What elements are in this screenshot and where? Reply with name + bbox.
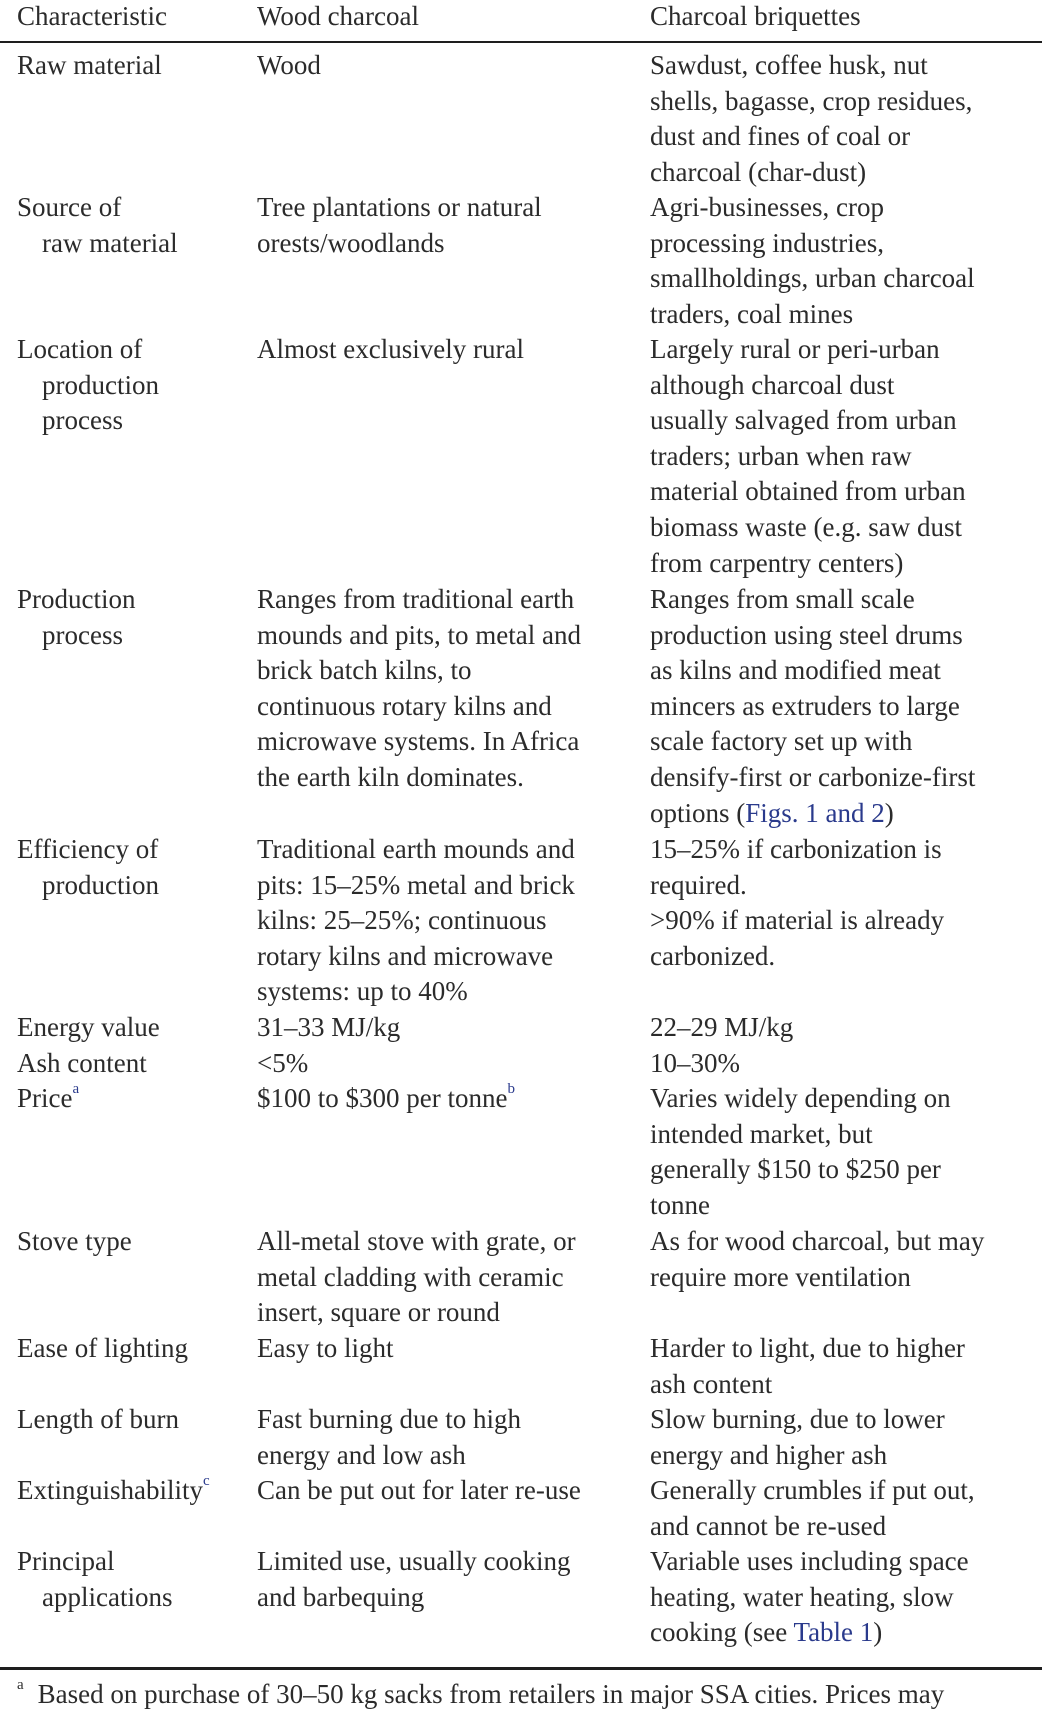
wood-charcoal-cell xyxy=(257,1010,642,1046)
characteristic-label: Price xyxy=(17,1083,73,1113)
cell-line: Can be put out for later re-use xyxy=(257,1475,581,1505)
cell-text: ) xyxy=(873,1617,883,1648)
cross-reference-link[interactable]: Table 1 xyxy=(793,1617,874,1648)
cell-line: usually salvaged from urban xyxy=(650,405,957,436)
cell-line: generally $150 to $250 per xyxy=(650,1154,941,1185)
cell-line: continuous rotary kilns and xyxy=(257,690,552,721)
header-charcoal-briquettes: Charcoal briquettes xyxy=(650,1,861,31)
cell-line: Fast burning due to high xyxy=(257,1404,521,1434)
cell-line: processing industries, xyxy=(650,227,884,258)
cell-line: mounds and pits, to metal and xyxy=(257,619,581,650)
cell-line: energy and low ash xyxy=(257,1439,466,1470)
cell-line xyxy=(257,1081,642,1117)
charcoal-briquettes-cell xyxy=(650,332,1042,581)
cell-line: Ash content xyxy=(17,1048,147,1078)
cell-line: Harder to light, due to higher xyxy=(650,1333,965,1363)
footnote-ref-c[interactable]: c xyxy=(203,1473,210,1489)
cell-line xyxy=(17,1473,247,1509)
charcoal-briquettes-cell xyxy=(650,1402,1042,1473)
header-characteristic: Characteristic xyxy=(17,1,167,31)
cell-text: options ( xyxy=(650,797,746,828)
cell-line: orests/woodlands xyxy=(257,227,445,258)
cell-line: applications xyxy=(42,1581,173,1612)
wood-charcoal-cell xyxy=(257,332,642,368)
characteristic-cell xyxy=(17,1473,247,1509)
cell-line: 31–33 MJ/kg xyxy=(257,1012,401,1042)
cell-line: Wood xyxy=(257,50,321,80)
cell-line xyxy=(650,1615,1042,1651)
cell-line: and cannot be re-used xyxy=(650,1510,887,1541)
cell-line: intended market, but xyxy=(650,1118,873,1149)
wood-charcoal-cell xyxy=(257,1081,642,1117)
wood-price-text: $100 to $300 per tonne xyxy=(257,1083,508,1113)
cell-line: metal cladding with ceramic xyxy=(257,1261,564,1292)
footnote-text: Based on purchase of 30–50 kg sacks from retailers in major SSA cities. Prices may xyxy=(37,1679,945,1709)
cell-line xyxy=(17,1081,247,1117)
cell-line: Location of xyxy=(17,334,143,364)
table-bottom-rule xyxy=(0,1667,1042,1670)
cell-line: traders; urban when raw xyxy=(650,440,912,471)
cell-line: Ease of lighting xyxy=(17,1333,188,1363)
cell-line: As for wood charcoal, but may xyxy=(650,1226,985,1256)
cell-line: raw material xyxy=(42,227,178,258)
cell-line: Traditional earth mounds and xyxy=(257,834,575,864)
footnote-marker: a xyxy=(17,1677,24,1693)
cell-line: Production xyxy=(17,584,136,614)
cell-line: Sawdust, coffee husk, nut xyxy=(650,50,928,80)
cell-line: 10–30% xyxy=(650,1048,740,1078)
cell-line: biomass waste (e.g. saw dust xyxy=(650,511,962,542)
charcoal-briquettes-cell xyxy=(650,1473,1042,1544)
cell-line: pits: 15–25% metal and brick xyxy=(257,869,575,900)
cell-line: Easy to light xyxy=(257,1333,394,1363)
charcoal-briquettes-cell xyxy=(650,1331,1042,1402)
cell-line: densify-first or carbonize-first xyxy=(650,761,976,792)
footnote-ref-a[interactable]: a xyxy=(72,1081,80,1097)
cell-line: tonne xyxy=(650,1189,710,1220)
header-rule xyxy=(0,41,1042,43)
cell-line: Energy value xyxy=(17,1012,160,1042)
cell-line: microwave systems. In Africa xyxy=(257,726,580,757)
characteristic-cell xyxy=(17,190,247,261)
cell-line: brick batch kilns, to xyxy=(257,655,472,686)
cell-line: Length of burn xyxy=(17,1404,179,1434)
cell-line: required. xyxy=(650,869,747,900)
cell-line: production xyxy=(42,369,159,400)
charcoal-briquettes-cell xyxy=(650,1224,1042,1295)
cell-line: production using steel drums xyxy=(650,619,963,650)
cell-line: 15–25% if carbonization is xyxy=(650,834,942,864)
cell-line: kilns: 25–25%; continuous xyxy=(257,905,547,936)
characteristic-label: Extinguishability xyxy=(17,1475,203,1505)
cell-line: from carpentry centers) xyxy=(650,547,904,578)
cell-line: and barbequing xyxy=(257,1581,425,1612)
charcoal-briquettes-cell xyxy=(650,48,1042,190)
cell-line: Varies widely depending on xyxy=(650,1083,951,1113)
cell-line: insert, square or round xyxy=(257,1297,500,1328)
cell-line: material obtained from urban xyxy=(650,476,966,507)
characteristic-cell xyxy=(17,1046,247,1082)
cell-line: scale factory set up with xyxy=(650,726,913,757)
cell-text: ) xyxy=(884,797,894,828)
cell-line: rotary kilns and microwave xyxy=(257,940,554,971)
cell-line: mincers as extruders to large xyxy=(650,690,960,721)
cell-line: smallholdings, urban charcoal xyxy=(650,263,975,294)
cell-line: process xyxy=(42,405,123,436)
cell-line: ash content xyxy=(650,1368,773,1399)
cell-line: as kilns and modified meat xyxy=(650,655,941,686)
charcoal-briquettes-cell xyxy=(650,832,1042,974)
characteristic-cell xyxy=(17,1402,247,1438)
characteristic-cell xyxy=(17,832,247,903)
cell-line: 22–29 MJ/kg xyxy=(650,1012,794,1042)
cell-line: Almost exclusively rural xyxy=(257,334,524,364)
charcoal-briquettes-cell xyxy=(650,1081,1042,1223)
characteristic-cell xyxy=(17,1224,247,1260)
cell-line: Agri-businesses, crop xyxy=(650,192,884,222)
cell-line: <5% xyxy=(257,1048,309,1078)
wood-charcoal-cell xyxy=(257,1046,642,1082)
characteristic-cell xyxy=(17,48,247,84)
wood-charcoal-cell xyxy=(257,1473,642,1509)
cell-line: process xyxy=(42,619,123,650)
cell-line: Raw material xyxy=(17,50,162,80)
cell-line: production xyxy=(42,869,159,900)
characteristic-cell xyxy=(17,332,247,439)
cell-line: Variable uses including space xyxy=(650,1546,969,1576)
cell-line: Source of xyxy=(17,192,122,222)
footnote-a xyxy=(17,1678,944,1710)
wood-charcoal-cell xyxy=(257,1544,642,1615)
cell-line: >90% if material is already xyxy=(650,905,945,936)
cell-line: Largely rural or peri-urban xyxy=(650,334,940,364)
charcoal-briquettes-cell xyxy=(650,1544,1042,1651)
cell-line: Generally crumbles if put out, xyxy=(650,1475,975,1505)
cell-line: dust and fines of coal or xyxy=(650,121,911,152)
characteristic-cell xyxy=(17,1081,247,1117)
charcoal-briquettes-cell xyxy=(650,582,1042,831)
cell-line: although charcoal dust xyxy=(650,369,895,400)
cell-line: the earth kiln dominates. xyxy=(257,761,524,792)
cell-line xyxy=(650,796,1042,832)
characteristic-cell xyxy=(17,1010,247,1046)
charcoal-briquettes-cell xyxy=(650,190,1042,332)
cell-line: Tree plantations or natural xyxy=(257,192,542,222)
cell-line: require more ventilation xyxy=(650,1261,911,1292)
cell-line: charcoal (char-dust) xyxy=(650,156,867,187)
cell-line: Stove type xyxy=(17,1226,132,1256)
cross-reference-link[interactable]: Figs. 1 and 2 xyxy=(745,797,885,828)
cell-line: traders, coal mines xyxy=(650,298,854,329)
wood-charcoal-cell xyxy=(257,1224,642,1331)
wood-charcoal-cell xyxy=(257,1402,642,1473)
cell-line: heating, water heating, slow xyxy=(650,1581,954,1612)
wood-charcoal-cell xyxy=(257,1331,642,1367)
wood-charcoal-cell xyxy=(257,190,642,261)
cell-text: cooking (see xyxy=(650,1617,794,1648)
charcoal-briquettes-cell xyxy=(650,1046,1042,1082)
cell-line: Limited use, usually cooking xyxy=(257,1546,571,1576)
characteristic-cell xyxy=(17,1544,247,1615)
wood-charcoal-cell xyxy=(257,48,642,84)
characteristic-cell xyxy=(17,582,247,653)
header-wood-charcoal: Wood charcoal xyxy=(257,1,419,31)
cell-line: Slow burning, due to lower xyxy=(650,1404,945,1434)
cell-line: systems: up to 40% xyxy=(257,976,468,1007)
cell-line: Efficiency of xyxy=(17,834,159,864)
table-header-row xyxy=(0,0,1042,32)
cell-line: carbonized. xyxy=(650,940,776,971)
wood-charcoal-cell xyxy=(257,832,642,1010)
footnote-ref-b[interactable]: b xyxy=(507,1081,515,1097)
cell-line: energy and higher ash xyxy=(650,1439,888,1470)
cell-line: Principal xyxy=(17,1546,115,1576)
charcoal-briquettes-cell xyxy=(650,1010,1042,1046)
cell-line: Ranges from small scale xyxy=(650,584,915,614)
cell-line: shells, bagasse, crop residues, xyxy=(650,85,973,116)
wood-charcoal-cell xyxy=(257,582,642,796)
cell-line: Ranges from traditional earth xyxy=(257,584,575,614)
cell-line: All-metal stove with grate, or xyxy=(257,1226,576,1256)
characteristic-cell xyxy=(17,1331,247,1367)
